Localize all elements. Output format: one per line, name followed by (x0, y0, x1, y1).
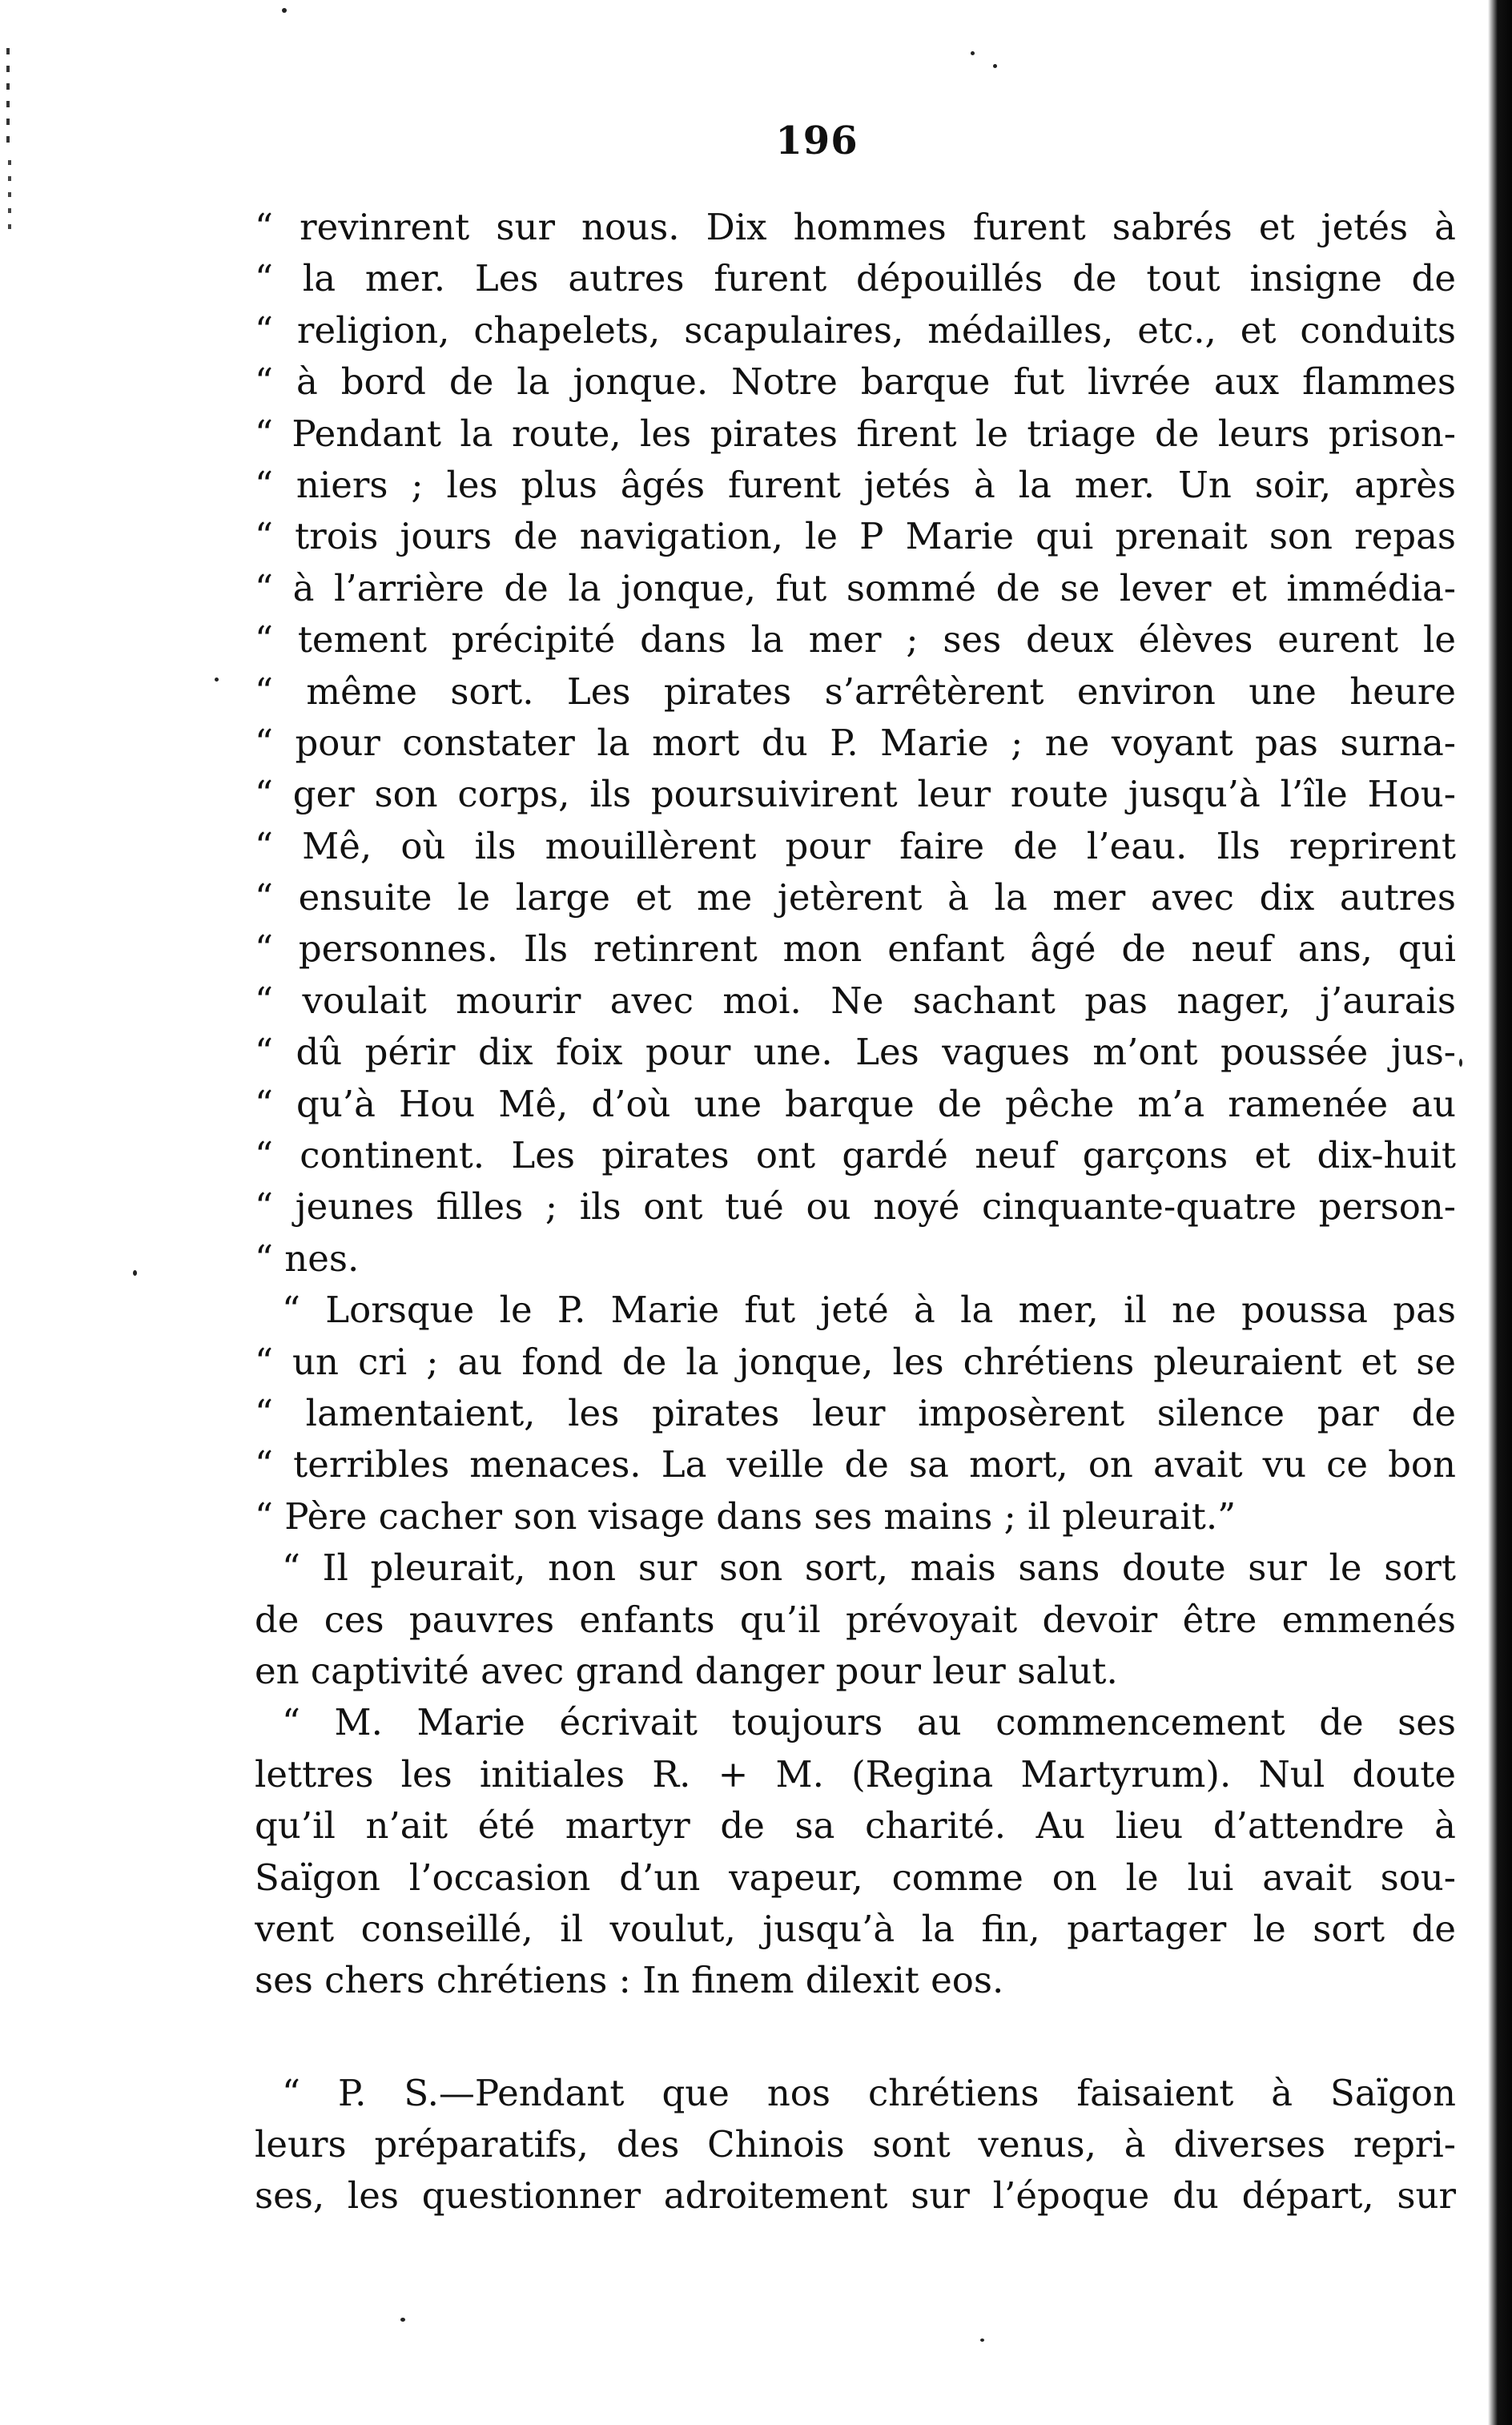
page-edge-shadow (1488, 0, 1512, 2425)
text-line: “ voulait mourir avec moi. Ne sachant pas nager, j’aurais (255, 979, 1456, 1022)
text-line: qu’il n’ait été martyr de sa charité. Au lieu d’attendre à (255, 1804, 1456, 1848)
paragraph-gap (255, 2007, 1456, 2068)
text-line: “ jeunes filles ; ils ont tué ou noyé cinquante-quatre person- (255, 1185, 1456, 1229)
text-line: “ revinrent sur nous. Dix hommes furent sabrés et jetés à (255, 206, 1456, 248)
text-line: “ personnes. Ils retinrent mon enfant âgé de neuf ans, qui (255, 927, 1456, 971)
print-speck (8, 160, 11, 232)
text-line: “ Père cacher son visage dans ses mains ; il pleurait.” (255, 1494, 1237, 1538)
print-speck (6, 48, 10, 144)
text-line: “ un cri ; au fond de la jonque, les chrétiens pleuraient et se (255, 1340, 1456, 1383)
text-line: “ à l’arrière de la jonque, fut sommé de se lever et immédia- (255, 566, 1456, 609)
print-speck (980, 2339, 984, 2342)
print-speck (971, 51, 975, 55)
text-line: “ Lorsque le P. Marie fut jeté à la mer, il ne poussa pas (282, 1289, 1456, 1332)
print-speck (133, 1270, 137, 1276)
print-speck (215, 678, 219, 682)
text-line: “ qu’à Hou Mê, d’où une barque de pêche m’a ramenée au (255, 1082, 1456, 1125)
text-line: “ trois jours de navigation, le P Marie qui prenait son repas (255, 515, 1456, 558)
text-line: “ pour constater la mort du P. Marie ; ne voyant pas surna- (255, 721, 1456, 764)
print-speck (400, 2318, 405, 2322)
print-speck (282, 8, 287, 13)
text-line: “ nes. (255, 1237, 360, 1280)
text-line: en captivité avec grand danger pour leur salut. (255, 1649, 1118, 1692)
text-line: de ces pauvres enfants qu’il prévoyait devoir être emmenés (255, 1598, 1456, 1641)
text-line: ses chers chrétiens : In finem dilexit eos. (255, 1959, 1004, 2002)
text-line: vent conseillé, il voulut, jusqu’à la fin, partager le sort de (255, 1907, 1456, 1950)
text-line: “ continent. Les pirates ont gardé neuf garçons et dix-huit (255, 1134, 1456, 1177)
text-line: lettres les initiales R. + M. (Regina Martyrum). Nul doute (255, 1752, 1456, 1796)
text-line: “ ger son corps, ils poursuivirent leur route jusqu’à l’île Hou- (255, 773, 1456, 816)
text-line: “ ensuite le large et me jetèrent à la mer avec dix autres (255, 876, 1456, 919)
print-speck (1459, 1059, 1462, 1067)
text-line: “ même sort. Les pirates s’arrêtèrent environ une heure (255, 670, 1456, 713)
text-line: “ tement précipité dans la mer ; ses deux élèves eurent le (255, 618, 1456, 662)
text-line: “ la mer. Les autres furent dépouillés de tout insigne de (255, 257, 1456, 300)
text-line: “ M. Marie écrivait toujours au commencement de ses (282, 1701, 1456, 1744)
page-number: 196 (775, 119, 859, 163)
text-line: “ Il pleurait, non sur son sort, mais sans doute sur le sort (282, 1546, 1456, 1590)
text-line: “ religion, chapelets, scapulaires, médailles, etc., et conduits (255, 308, 1456, 352)
text-line: ses, les questionner adroitement sur l’époque du départ, sur (255, 2174, 1456, 2218)
body-text (255, 202, 1456, 2222)
text-line: “ niers ; les plus âgés furent jetés à la mer. Un soir, après (255, 463, 1456, 506)
text-line: “ Mê, où ils mouillèrent pour faire de l’eau. Ils reprirent (255, 824, 1456, 867)
text-line: “ lamentaient, les pirates leur imposèrent silence par de (255, 1391, 1456, 1434)
text-line: “ terribles menaces. La veille de sa mort, on avait vu ce bon (255, 1443, 1456, 1486)
print-speck (993, 64, 997, 68)
text-line: “ à bord de la jonque. Notre barque fut livrée aux flammes (255, 360, 1456, 404)
text-line: leurs préparatifs, des Chinois sont venus, à diverses repri- (255, 2123, 1456, 2166)
text-line: “ Pendant la route, les pirates firent le triage de leurs prison- (255, 412, 1456, 455)
text-line: Saïgon l’occasion d’un vapeur, comme on le lui avait sou- (255, 1856, 1456, 1899)
text-line: “ dû périr dix foix pour une. Les vagues m’ont poussée jus- (255, 1031, 1456, 1074)
text-line: “ P. S.—Pendant que nos chrétiens faisaient à Saïgon (282, 2071, 1456, 2114)
